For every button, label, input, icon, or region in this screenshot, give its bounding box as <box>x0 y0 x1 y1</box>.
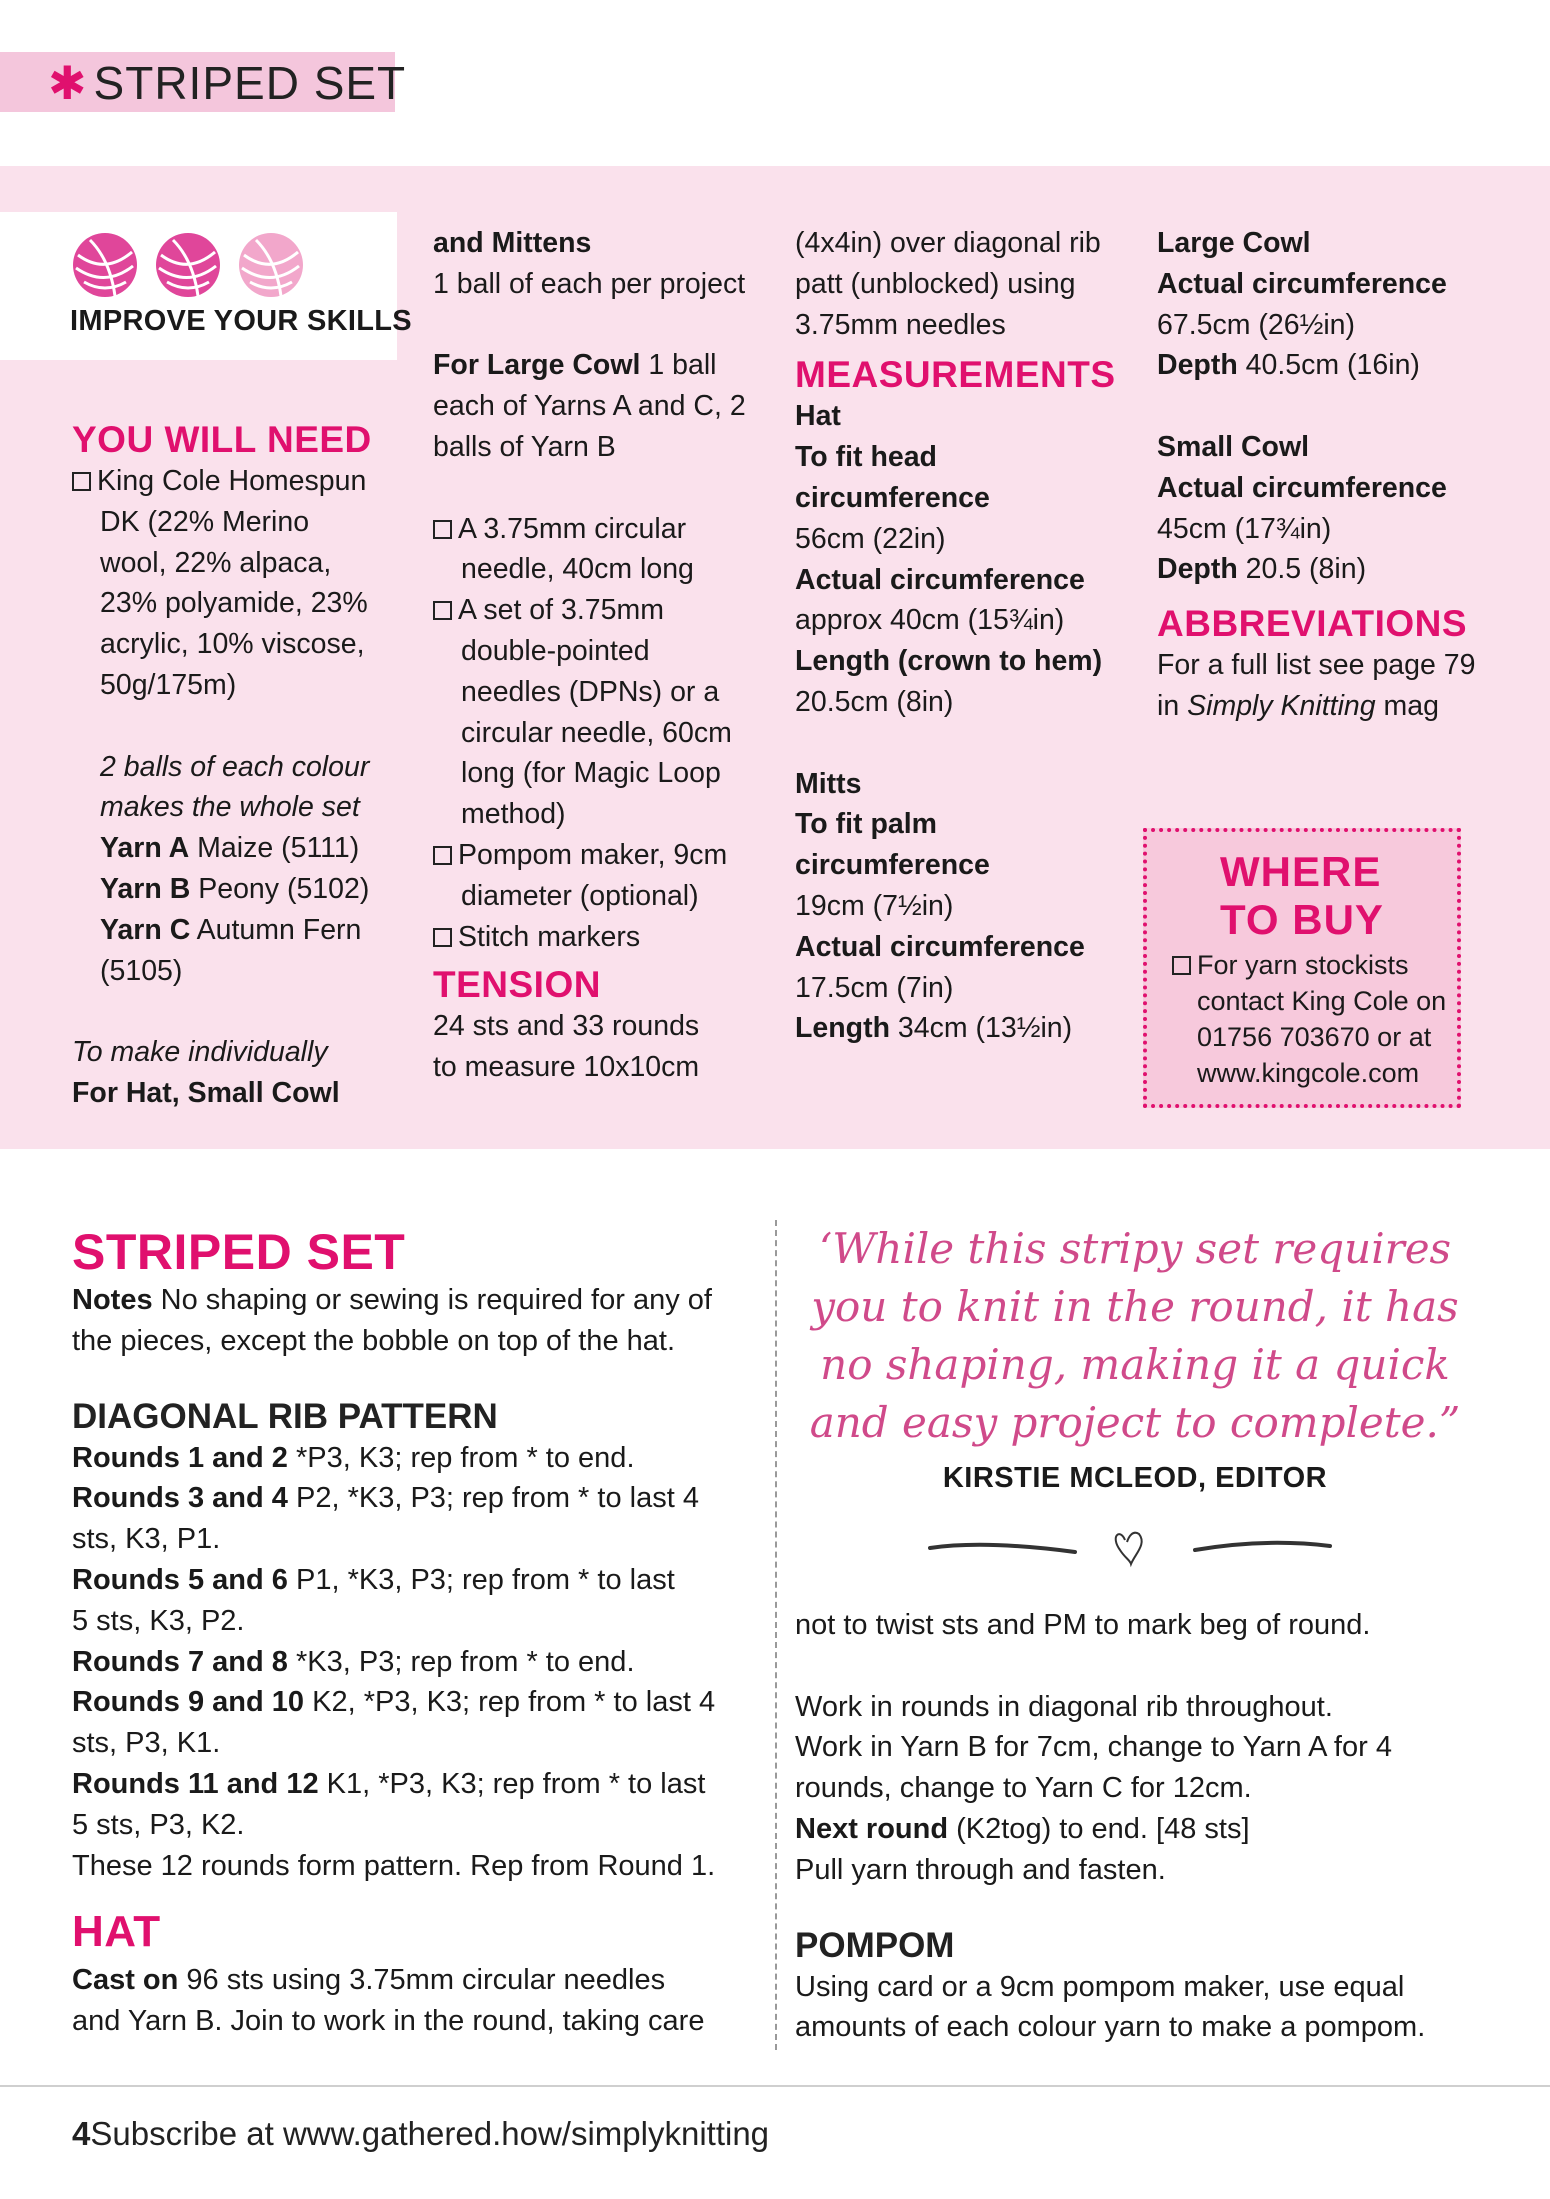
where-to-buy-text: For yarn stockists contact King Cole on 01756 703670 or at www.kingcole.com <box>1172 947 1446 1091</box>
column-divider <box>775 1220 777 2050</box>
you-will-need-column: YOU WILL NEED King Cole Homespun DK (22% Merino wool, 22% alpaca, 23% polyamide, 23% acrylic, 10% viscose, 50g/175m) 2 balls of each colour makes the whole set Yarn A Maize (5111) Yarn B Peony (5102) Yarn C Autumn Fern (5105) To make individually For Hat, Small Cowl <box>72 418 402 1114</box>
pompom-heading: POMPOM <box>795 1925 955 1965</box>
yarn-balls-icon <box>70 230 320 300</box>
hat-instructions-column: not to twist sts and PM to mark beg of round. Work in rounds in diagonal rib throughout. Work in Yarn B for 7cm, change to Yarn A for 4 rounds, change to Yarn C for 12cm. Next round (K2tog) to end. [48 sts] Pull yarn through and fasten. POMPOM Using card or a 9cm pompom maker, use equal amounts of each colour yarn to make a pompom. <box>795 1605 1515 2048</box>
footer-rule <box>0 2085 1550 2087</box>
abbreviations-heading: ABBREVIATIONS <box>1157 603 1468 645</box>
checkbox-icon <box>433 601 452 620</box>
pull-quote: ‘While this stripy set requires you to knit in the round, it has no shaping, making it a quick and easy project to complete.” <box>809 1224 1461 1447</box>
checkbox-icon <box>1172 956 1191 975</box>
where-to-buy-heading: WHERE TO BUY <box>1220 848 1384 943</box>
you-will-need-heading: YOU WILL NEED <box>72 419 372 460</box>
measurements-heading: MEASUREMENTS <box>795 354 1116 396</box>
rib-pattern-heading: DIAGONAL RIB PATTERN <box>72 1396 498 1436</box>
checklist-item: A 3.75mm circular <box>433 509 773 550</box>
materials-column: and Mittens 1 ball of each per project For Large Cowl 1 ball each of Yarns A and C, 2 balls of Yarn B A 3.75mm circular needle, 40cm long A set of 3.75mm double-pointed needles (DPNs) or a circular needle, 60cm long (for Magic Loop method) Pompom maker, 9cm diameter (optional) Stitch markers TENSION 24 sts and 33 rounds to measure 10x10cm <box>433 223 773 1088</box>
page-number: 4 <box>72 2115 91 2152</box>
hat-heading: HAT <box>72 1907 161 1957</box>
checklist-item: King Cole Homespun <box>72 461 402 502</box>
checkbox-icon <box>433 520 452 539</box>
pattern-title: STRIPED SET <box>72 1224 406 1280</box>
subscribe-link[interactable]: Subscribe at www.gathered.how/simplyknitting <box>90 2115 770 2152</box>
pattern-column: STRIPED SET Notes No shaping or sewing is required for any of the pieces, except the bobble on top of the hat. DIAGONAL RIB PATTERN Rounds 1 and 2 *P3, K3; rep from * to end. Rounds 3 and 4 P2, *K3, P3; rep from * to last 4 sts, K3, P1. Rounds 5 and 6 P1, *K3, P3; rep from * to last 5 sts, K3, P2. Rounds 7 and 8 *K3, P3; rep from * to end. Rounds 9 and 10 K2, *P3, K3; rep from * to last 4 sts, P3, K1. Rounds 11 and 12 K1, *P3, K3; rep from * to last 5 sts, P3, K2. These 12 rounds form pattern. Rep from Round 1. HAT Cast on 96 sts using 3.75mm circular needles and Yarn B. Join to work in the round, taking care <box>72 1224 762 2042</box>
heart-swash-icon <box>925 1518 1335 1578</box>
checklist-item: Pompom maker, 9cm <box>433 835 773 876</box>
checklist-item: A set of 3.75mm <box>433 590 773 631</box>
tension-heading: TENSION <box>433 964 601 1006</box>
page-title: ✱ STRIPED SET <box>48 57 407 109</box>
checkbox-icon <box>72 472 91 491</box>
quote-author: KIRSTIE MCLEOD, EDITOR <box>942 1462 1328 1494</box>
checklist-item: Stitch markers <box>433 917 773 958</box>
measurements-column: (4x4in) over diagonal rib patt (unblocked) using 3.75mm needles MEASUREMENTS Hat To fit head circumference 56cm (22in) Actual circumference approx 40cm (15¾in) Length (crown to hem) 20.5cm (8in) Mitts To fit palm circumference 19cm (7½in) Actual circumference 17.5cm (7in) Length 34cm (13½in) <box>795 223 1135 1049</box>
flower-icon: ✱ <box>48 57 88 109</box>
cowl-measurements-column: Large Cowl Actual circumference 67.5cm (26½in) Depth 40.5cm (16in) Small Cowl Actual circumference 45cm (17¾in) Depth 20.5 (8in) ABBREVIATIONS For a full list see page 79 in Simply Knitting mag <box>1157 223 1527 727</box>
yarn-b: Yarn B Peony (5102) <box>100 872 370 905</box>
yarn-c: Yarn C Autumn Fern <box>100 913 362 946</box>
skills-label: IMPROVE YOUR SKILLS <box>70 305 412 337</box>
checkbox-icon <box>433 928 452 947</box>
yarn-a: Yarn A Maize (5111) <box>100 832 360 865</box>
footer <box>72 2115 769 2153</box>
checkbox-icon <box>433 846 452 865</box>
